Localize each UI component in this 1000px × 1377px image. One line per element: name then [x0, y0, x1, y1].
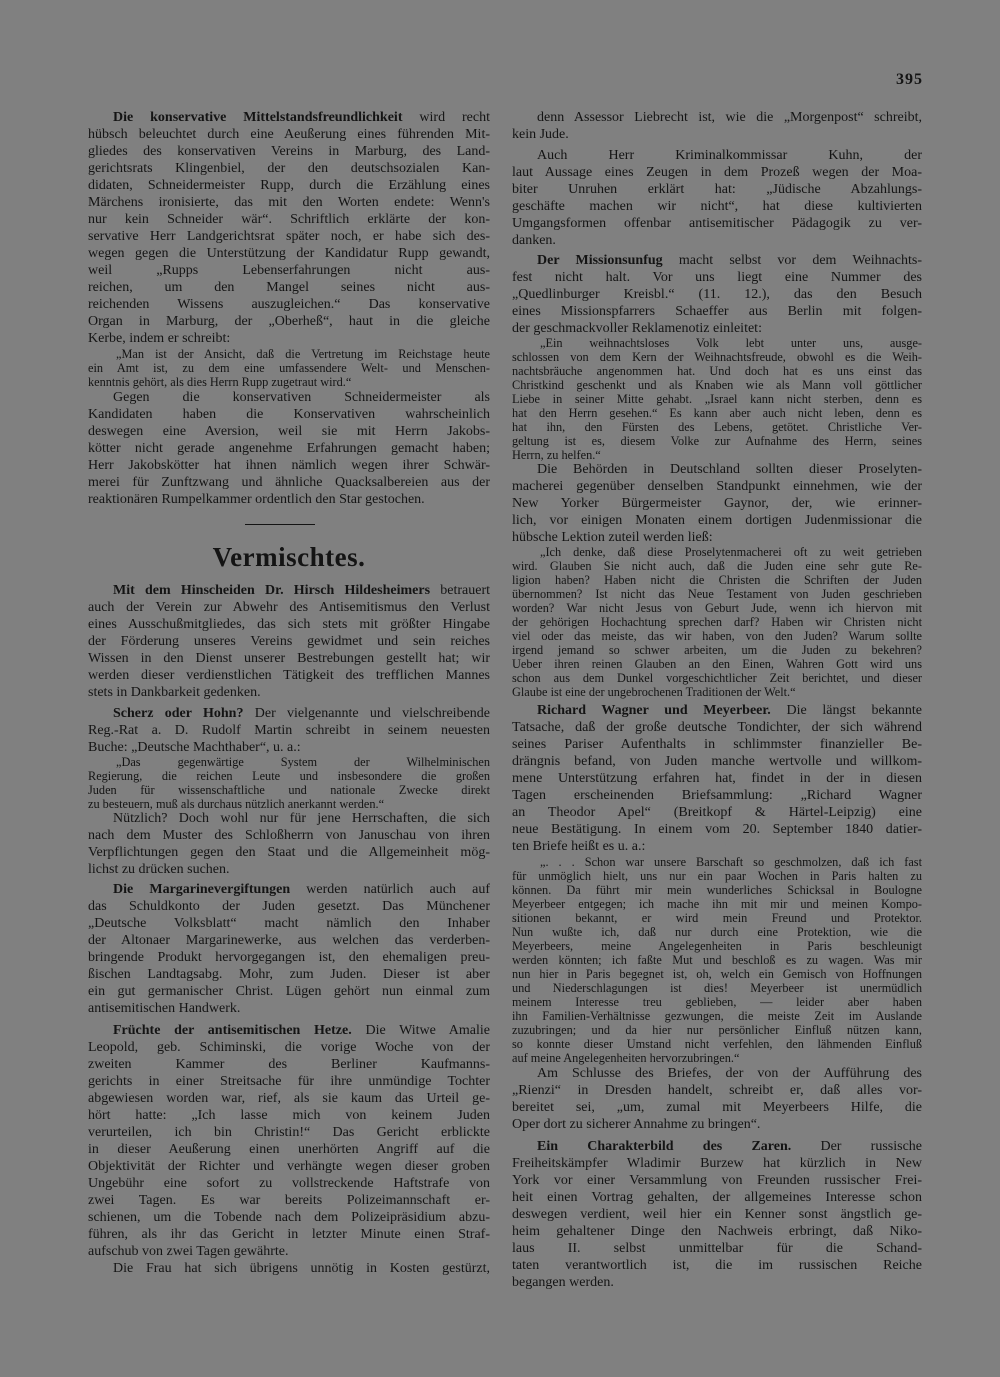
text-line: bringende Produkt hervorgegangen ist, den ehemaligen preu-: [88, 949, 490, 965]
quote-line: zu besteuern, muß als durchaus nützlich anerkannt werden.“: [88, 797, 385, 811]
text-line: in dieser Aeußerung einen unerhörten Angriff auf die: [88, 1141, 490, 1157]
quote-line: ihn Familien-Verhältnisse gezwungen, die meiste Zeit im Auslande: [512, 1009, 922, 1023]
text-line: werden dieser verdienstlichen Tätigkeit des trefflichen Mannes: [88, 667, 490, 683]
text-line: [88, 1022, 490, 1039]
quote-line: geltung ist es, diesem Volke zur Aufnahme des Herrn, seines: [512, 433, 922, 448]
quote-oberhess: [88, 347, 490, 389]
text-line: antisemitischen Handwerk.: [88, 1000, 241, 1016]
text-line: eines Ausschußmitgliedes, das sich stets mit größter Hingabe: [88, 616, 490, 632]
text-line: ßischen Landtagsabg. Mohr, zum Juden. Dieser ist aber: [88, 966, 490, 982]
quote-line: auf meine Angelegenheiten hervorzubringen.“: [512, 1051, 740, 1065]
text-line: Die Frau hat sich übrigens unnötig in Kosten gestürzt,: [113, 1260, 490, 1276]
text-line: geschäfte machen wir nicht“, hat diese kultivierten: [512, 198, 922, 214]
text-line: [88, 705, 490, 722]
text-line: hübsche Lektion zuteil werden ließ:: [512, 530, 713, 545]
text-line: Kerbe, indem er schreibt:: [88, 330, 231, 346]
text-line: reichen, um den Mangel seines nicht aus-: [88, 279, 490, 295]
quote-line: Juden für wissenschaftliche und nationale Zwecke direkt: [88, 783, 490, 797]
text-line: „Rienzi“ in Dresden handelt, schreibt er, daß alles vor-: [512, 1083, 922, 1098]
quote-line: ein Amt ist, zu dem eine umfassendere Welt- und Menschen-: [88, 360, 490, 375]
text-line: danken.: [512, 232, 556, 248]
text-line: laus II. selbst unmittelbar für die Schand-: [512, 1240, 922, 1256]
text-line: reaktionären Rumpelkammer ordentlich den Star gestochen.: [88, 491, 425, 507]
quote-line: Glaube ist eine der ungebrochenen Traditionen der Welt.“: [512, 685, 796, 699]
quote-line: sitionen bekannt, er wird mein Freund und Protektor.: [512, 911, 922, 925]
text-line: schienen, um die Tobende nach dem Polizeipräsidium abzu-: [88, 1209, 490, 1225]
text-line: hört hatte: „Ich lasse mich von keinem Juden: [88, 1107, 490, 1123]
article-antisemitic-agitation: [88, 1022, 490, 1260]
text-line: biter Unruhen erklärt hat: „Jüdische Abzahlungs-: [512, 181, 922, 197]
text-line: York vor einer Versammlung von Freunden russischer Frei-: [512, 1172, 922, 1188]
quote-line: der gehörigen Hochachtung sprechen darf? Haben wir Christen nicht: [512, 615, 922, 629]
quote-line: Meyerbeer entgegen; ich mache ihn mit mir und meinen Kompo-: [512, 897, 922, 911]
article-joke-or-mockery: [88, 705, 490, 756]
paragraph-proselytizing: [512, 461, 922, 546]
quote-line: „Das gegenwärtige System der Wilhelminischen: [116, 755, 490, 769]
line-text: Der russische: [820, 1138, 922, 1154]
paragraph-lead: Richard Wagner und Meyerbeer.: [537, 702, 771, 718]
text-line: der geschmackvoller Reklamenotiz einleitet:: [512, 320, 762, 336]
text-line: Gegen die konservativen Schneidermeister als: [113, 389, 490, 405]
text-line: Organ in Marburg, der „Oberheß“, haut in die gleiche: [88, 313, 490, 329]
quote-rudolf-martin: [88, 755, 490, 811]
quote-line: wird. Glauben Sie nicht auch, daß die Juden eine sehr gute Re-: [512, 559, 922, 573]
text-line: reichenden Wissens auszugleichen.“ Das konservative: [88, 296, 490, 312]
text-line: gliedes des konservativen Vereins in Marburg, des Land-: [88, 143, 490, 159]
text-line: kein Jude.: [512, 126, 569, 142]
paragraph-lead: Die Margarinevergiftungen: [113, 881, 291, 897]
quote-line: viel oder das meiste, das wir haben, von den Juden? Warum sollte: [512, 629, 922, 643]
quote-line: hat den Herrn gesehen.“ Es kann aber auch nicht leben, denn es: [512, 405, 922, 420]
text-line: Umgangsformen offenbar antisemitischer Pädagogik zu ver-: [512, 215, 922, 231]
text-line: didaten, Schneidermeister Rupp, durch die Erzählung eines: [88, 177, 490, 193]
text-line: weil „Rupps Lebenserfahrungen nicht aus-: [88, 262, 490, 278]
text-line: an Theodor Apel“ (Breitkopf & Härtel-Leipzig) eine: [512, 804, 922, 820]
paragraph-lead: Ein Charakterbild des Zaren.: [537, 1138, 792, 1154]
quote-line: Christkind geschenkt und als Knaben wie als Mann voll göttlicher: [512, 377, 922, 392]
text-line: Oper dort zu sicherer Annahme zu bringen“.: [512, 1117, 761, 1132]
text-line: Leopold, geb. Schiminski, die vorige Woche von der: [88, 1039, 490, 1055]
text-line: servative Herr Landgerichtsrat später noch, er habe sich des-: [88, 228, 490, 244]
quote-line: übernommen? Ist nicht das Neue Testament von Juden geschrieben: [512, 587, 922, 601]
quote-line: „. . . Schon war unsere Barschaft so geschmolzen, daß ich fast: [540, 855, 922, 869]
text-line: Auch Herr Kriminalkommissar Kuhn, der: [537, 147, 922, 163]
text-line: Wissen in den Dienst unserer Bestrebungen gestellt hat; wir: [88, 650, 490, 666]
quote-line: und Niederschlagungen ist dies! Meyerbeer ist unermüdlich: [512, 981, 922, 995]
text-line: [88, 881, 490, 898]
article-hildesheimer-obituary: [88, 582, 490, 701]
quote-line: schon aus dem Dunkel vorgeschichtlicher Zeit berichtet, und dieser: [512, 671, 922, 685]
text-line: Buche: „Deutsche Machthaber“, u. a.:: [88, 739, 301, 755]
quote-line: für unmöglich hielt, uns nur ein paar Wochen in Paris halten zu: [512, 869, 922, 883]
text-line: lich, vor einigen Monaten einem dortigen Judenmissionar die: [512, 513, 922, 528]
text-line: Tatsache, daß der große deutsche Tondichter, der sich während: [512, 719, 922, 735]
text-line: Die Behörden in Deutschland sollten dieser Proselyten-: [537, 462, 922, 477]
paragraph-lead: Früchte der antisemitischen Hetze.: [113, 1022, 352, 1038]
quote-line: „Man ist der Ansicht, daß die Vertretung im Reichstage heute: [116, 346, 490, 361]
quote-line: Nun wußte ich, daß nur durch eine Protektion, wie die: [512, 925, 922, 939]
paragraph-lead: Scherz oder Hohn?: [113, 705, 244, 721]
text-line: zweiten Kammer des Berliner Kaufmanns-: [88, 1056, 490, 1072]
text-line: fest nicht halt. Vor uns liegt eine Nummer des: [512, 269, 922, 285]
quote-line: schlossen von dem Kern der Weihnachtsfreude, obwohl es die Weih-: [512, 349, 922, 364]
paragraph-court-costs: [88, 1260, 490, 1277]
text-line: Objektivität der Richter und verhängte wegen dieser groben: [88, 1158, 490, 1174]
text-line: denn Assessor Liebrecht ist, wie die „Morgenpost“ schreibt,: [537, 109, 922, 125]
text-line: Nützlich? Doch wohl nur für jene Herrschaften, die sich: [113, 811, 490, 826]
text-line: taten verantwortlich ist, die im russischen Reiche: [512, 1257, 922, 1273]
text-line: gerichts in einer Streitsache für ihre unmündige Tochter: [88, 1073, 490, 1089]
text-line: begangen werden.: [512, 1274, 614, 1290]
text-line: seines Pariser Aufenthalts in schlimmster finanzieller Be-: [512, 736, 922, 752]
quote-line: kenntnis gehört, als dies Herrn Rupp zugetraut wird.“: [88, 374, 352, 389]
text-line: Freiheitskämpfer Wladimir Burzew hat kürzlich in New: [512, 1155, 922, 1171]
text-line: aufschub von zwei Tagen gewährte.: [88, 1243, 289, 1259]
section-heading: Vermischtes.: [212, 542, 366, 572]
text-line: heit einen Vortrag gehalten, der allgemeines Interesse schon: [512, 1189, 922, 1205]
text-line: wegen gegen die Unterstützung der Kandidatur Rupp gewandt,: [88, 245, 490, 261]
text-line: macherei gegenüber denselben Standpunkt einnehmen, wie der: [512, 479, 922, 494]
quote-line: Liebe in seiner Mitte gehabt. „Israel kann nicht sterben, denn es: [512, 391, 922, 406]
article-mission-mischief: [512, 252, 922, 337]
text-line: Märchens ironisierte, das mit den Worten endete: Wenn's: [88, 194, 490, 210]
text-line: New Yorker Bürgermeister Gaynor, der, wie erinner-: [512, 496, 922, 511]
paragraph-lead: Der Missionsunfug: [537, 252, 663, 268]
text-line: neue Bestätigung. In einem vom 20. September 1840 datier-: [512, 821, 922, 837]
text-line: Ungebühr eine sofort zu vollstreckende Haftstrafe von: [88, 1175, 490, 1191]
text-line: „Quedlinburger Kreisbl.“ (11. 12.), das den Besuch: [512, 286, 922, 302]
text-line: Reg.-Rat a. D. Rudolf Martin schreibt in seinem neuesten: [88, 722, 490, 738]
section-divider: [245, 524, 315, 525]
text-line: lichst zu drücken suchen.: [88, 862, 230, 877]
text-line: nach dem Muster des Schloßherrn von Januschau von ihren: [88, 828, 490, 843]
quote-mayor-gaynor: [512, 545, 922, 699]
text-line: Kandidaten haben die Konservativen wahrscheinlich: [88, 406, 490, 422]
text-line: [512, 1138, 922, 1155]
quote-line: worden? War nicht Jesus von Geburt Jude, wenn ich hiervon mit: [512, 601, 922, 615]
text-line: drängnis befand, von Juden manche wertvolle und willkom-: [512, 753, 922, 769]
text-line: Tagen erscheinenden Briefsammlung: „Richard Wagner: [512, 787, 922, 803]
text-line: [88, 109, 490, 126]
text-line: verurteilen, ich bin Christin!“ Das Gericht erblickte: [88, 1124, 490, 1140]
quote-line: „Ich denke, daß diese Proselytenmacherei oft zu weit getrieben: [540, 545, 922, 559]
line-text: betrauert: [440, 582, 490, 598]
text-line: mene Unterstützung erfahren hat, findet in der in diesen: [512, 770, 922, 786]
article-tsar-portrait: [512, 1138, 922, 1291]
text-line: „Deutsche Volksblatt“ macht nämlich den Inhaber: [88, 915, 490, 931]
text-line: kötter nicht gerade angenehme Erfahrungen gemacht haben;: [88, 440, 490, 456]
text-line: Herr Jakobskötter hat ihnen nämlich wegen ihrer Schwär-: [88, 457, 490, 473]
text-line: führen, als ihr das Gericht in letzter Minute einen Straf-: [88, 1226, 490, 1242]
text-line: [88, 582, 490, 599]
line-text: Der vielgenannte und vielschreibende: [254, 705, 490, 721]
text-line: abgewiesen worden war, rief, als sie kaum das Urteil ge-: [88, 1090, 490, 1106]
line-text: macht selbst vor dem Weihnachts-: [678, 252, 922, 268]
quote-line: Ueber ihren reinen Glauben an den Einen, Wahren Gott wird uns: [512, 657, 922, 671]
quote-line: „Ein weihnachtsloses Volk lebt unter uns, ausge-: [540, 335, 922, 350]
text-line: merei für Zunftzwang und ähnliche Quacksalbereien aus der: [88, 474, 490, 490]
quote-wagner-letter: [512, 855, 922, 1065]
text-line: eines Missionspfarrers Schaeffer aus Berlin mit folgen-: [512, 303, 922, 319]
text-line: heim gehaltener Dinge den Nachweis erbringt, daß Niko-: [512, 1223, 922, 1239]
paragraph-rienzi: [512, 1065, 922, 1133]
text-line: Am Schlusse des Briefes, der von der Aufführung des: [537, 1066, 922, 1081]
text-line: stets in Dankbarkeit gedenken.: [88, 684, 261, 700]
quote-line: nachtsbräuche angenommen hat. Und doch hat es uns einst das: [512, 363, 922, 378]
paragraph-assessor-liebrecht: [512, 109, 922, 143]
text-line: ten Briefe heißt es u. a.:: [512, 838, 646, 854]
quote-line: meinem Interesse treu geblieben, — leider aber haben: [512, 995, 922, 1009]
paragraph-tailor-candidates: [88, 389, 490, 508]
line-text: werden natürlich auch auf: [306, 881, 490, 897]
page-number: 395: [896, 71, 923, 88]
text-line: das Schuldkonto der Juden gesetzt. Das Münchener: [88, 898, 490, 914]
text-line: der Förderung unseres Vereins gewidmet und sein reiches: [88, 633, 490, 649]
quote-line: nun hier in Paris begegnet ist, oh, welch ein Gemisch von Hoffnungen: [512, 967, 922, 981]
paragraph-criminal-commissioner: [512, 147, 922, 249]
paragraph-useful: [88, 810, 490, 878]
text-line: hübsch beleuchtet durch eine Aeußerung eines führenden Mit-: [88, 126, 490, 142]
text-line: der Altonaer Margarinewerke, aus welchen das verderben-: [88, 932, 490, 948]
quote-line: Herrn, zu helfen.“: [512, 447, 601, 462]
text-line: laut Aussage eines Zeugen in dem Prozeß wegen der Moa-: [512, 164, 922, 180]
quote-line: Regierung, die reichen Leute und insbesondere die großen: [88, 769, 490, 783]
text-line: [512, 252, 922, 269]
paragraph-lead: Die konservative Mittelstandsfreundlichkeit: [113, 109, 403, 125]
quote-line: werden könnten; ich faßte Mut und beschloß es zu wagen. Was mir: [512, 953, 922, 967]
quote-line: ligion haben? Haben nicht die Christen die Schriften der Juden: [512, 573, 922, 587]
text-line: bereitet sei, „um, zumal mit Meyerbeers Hilfe, die: [512, 1100, 922, 1115]
text-line: nur kein Schneider wär“. Schriftlich erklärte der kon-: [88, 211, 490, 227]
article-wagner-meyerbeer: [512, 702, 922, 855]
text-line: zwei Tagen. Es war bereits Polizeimannschaft er-: [88, 1192, 490, 1208]
text-line: ein gut germanischer Christ. Lügen gehört nun einmal zum: [88, 983, 490, 999]
paragraph-lead: Mit dem Hinscheiden Dr. Hirsch Hildesheimers: [113, 582, 431, 598]
quote-line: können. Da führt mir mein wunderliches Schicksal in Boulogne: [512, 883, 922, 897]
quote-line: Meyerbeers, meine Angelegenheiten in Paris beschleunigt: [512, 939, 922, 953]
quote-line: zuzubringen; und da hier nur persönlicher Einfluß nützen kann,: [512, 1023, 922, 1037]
line-text: Die Witwe Amalie: [365, 1022, 490, 1038]
text-line: [512, 702, 922, 719]
line-text: wird recht: [419, 109, 490, 125]
text-line: auch der Verein zur Abwehr des Antisemitismus den Verlust: [88, 599, 490, 615]
text-line: gerichtsrats Klingenbiel, der den deutschsozialen Kan-: [88, 160, 490, 176]
quote-line: so konnte dieser Umstand nicht verfehlen, den lähmenden Einfluß: [512, 1037, 922, 1051]
article-margarine-poisoning: [88, 881, 490, 1017]
line-text: Die längst bekannte: [786, 702, 922, 718]
article-conservative-middle-class: [88, 109, 490, 347]
text-line: Verpflichtungen gegen den Staat und die Allgemeinheit mög-: [88, 845, 490, 860]
text-line: deswegen eine Aversion, weil sie mit Herrn Jakobs-: [88, 423, 490, 439]
text-line: deswegen verdient, weil hier ein Kenner sonst ängstlich ge-: [512, 1206, 922, 1222]
quote-line: irgend jemand so schwer arbeiten, um die Juden zu bekehren?: [512, 643, 922, 657]
quote-line: hat ihn, den Fürsten des Lebens, getötet. Christliche Ver-: [512, 419, 922, 434]
quote-quedlinburg-notice: [512, 336, 922, 462]
